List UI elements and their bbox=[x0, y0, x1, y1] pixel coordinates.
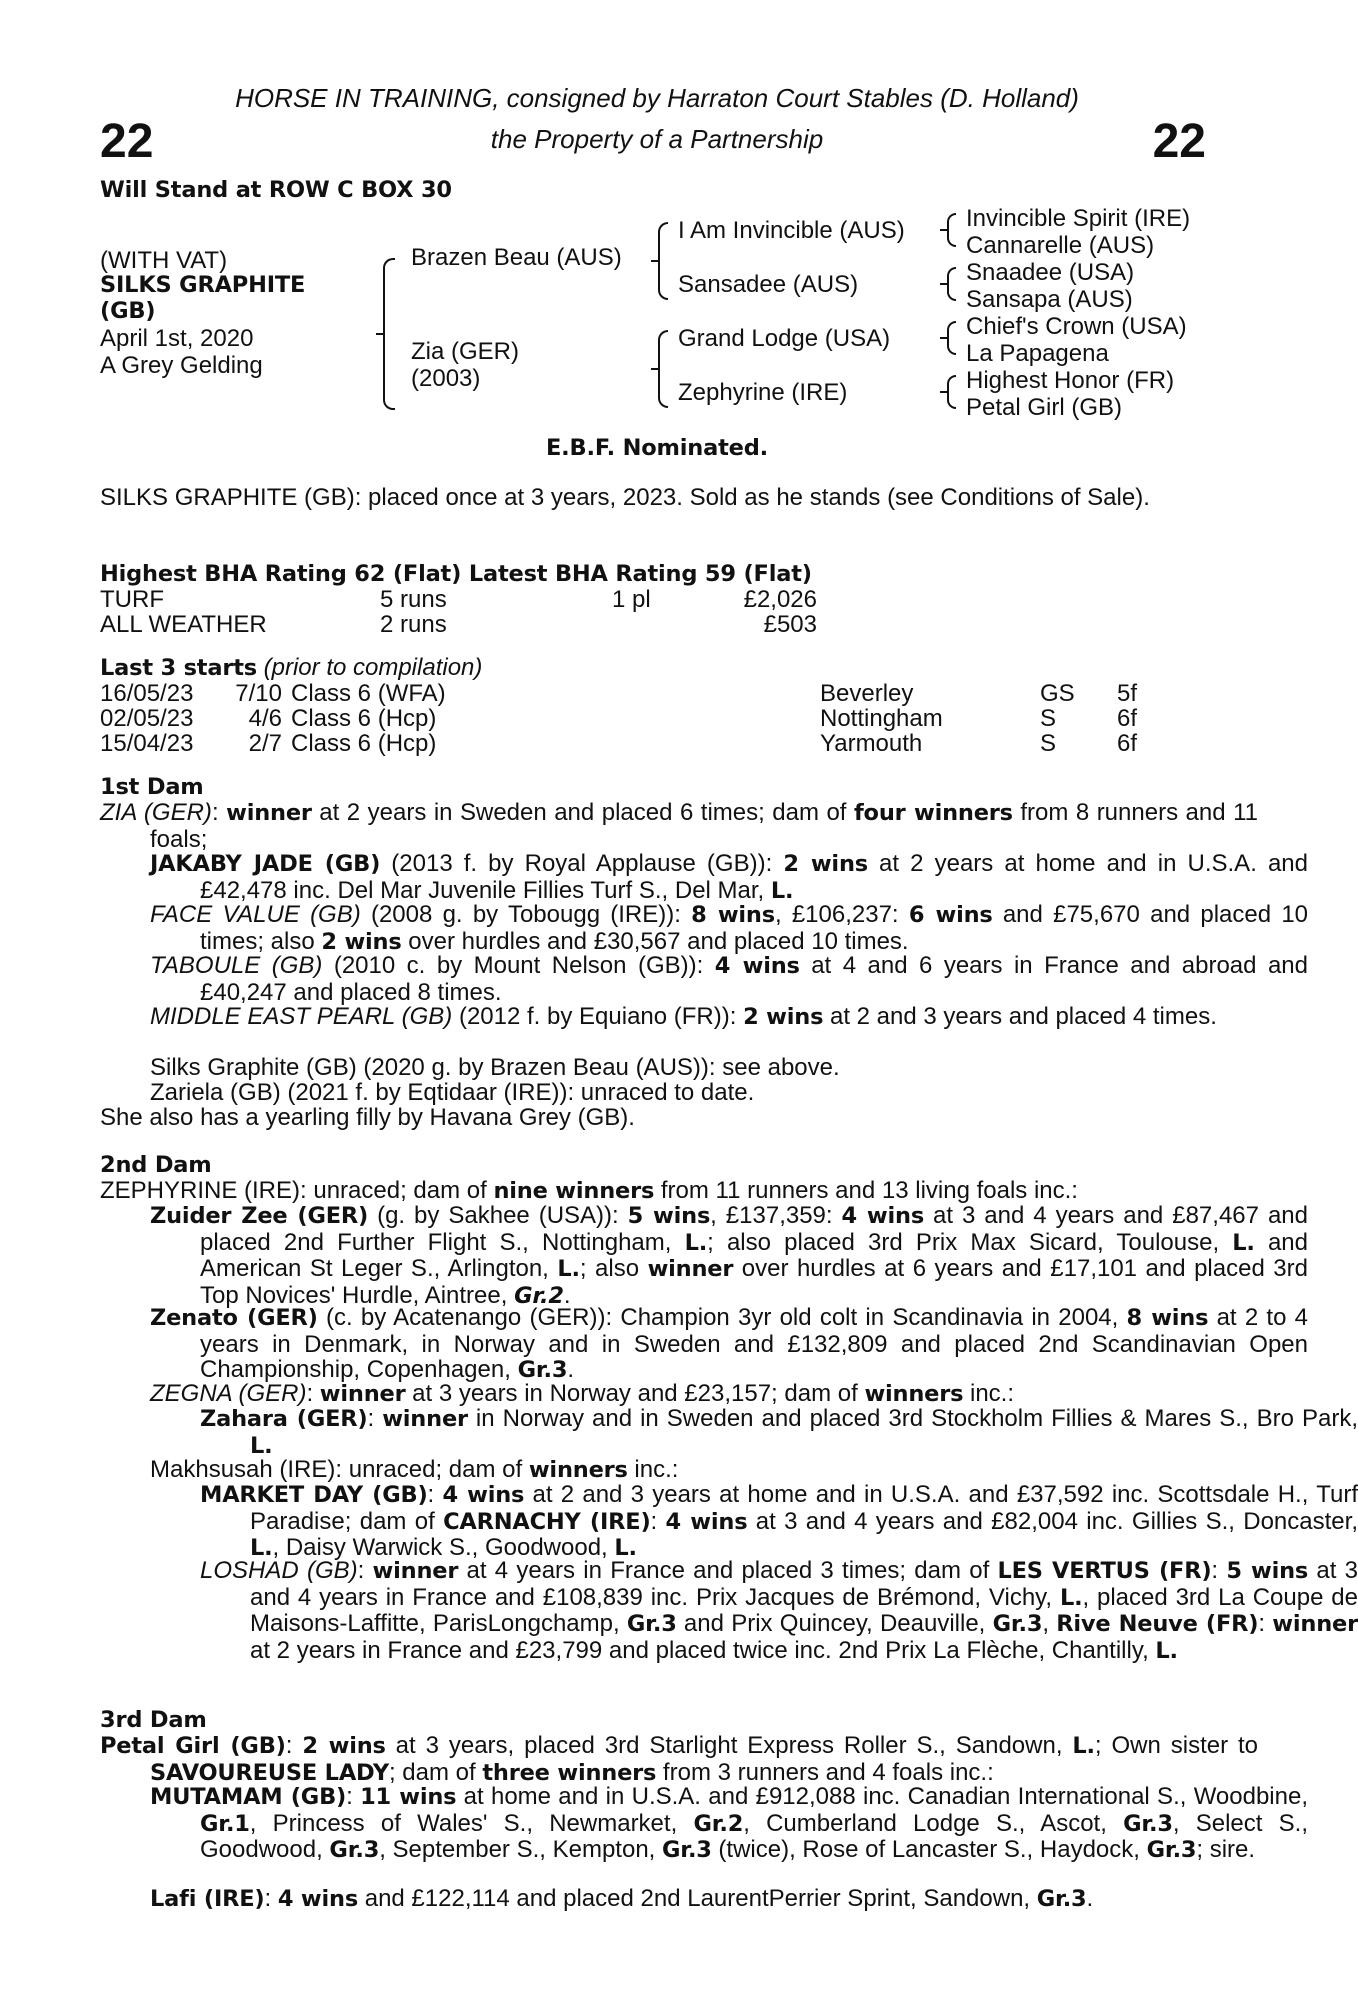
lot-number-left: 22 bbox=[100, 115, 154, 168]
pedigree-g3: Snaadee (USA) bbox=[966, 259, 1135, 286]
last-starts-heading bbox=[100, 655, 482, 682]
first-dam-heading: 1st Dam bbox=[100, 774, 204, 800]
bha-ratings: Highest BHA Rating 62 (Flat) Latest BHA Rating 59 (Flat) bbox=[100, 561, 812, 587]
third-dam-intro: Petal Girl (GB): 2 wins at 3 years, placed 3rd Starlight Express Roller S., Sandown, L.; Own sister to SAVOUREUSE LADY; dam of three winners from 3 runners and 4 foals inc.: bbox=[100, 1732, 1259, 1786]
pedigree-dam-dam: Zephyrine (IRE) bbox=[678, 379, 848, 406]
pedigree-g5: Chief's Crown (USA) bbox=[966, 313, 1187, 340]
pedigree-sire-dam: Sansadee (AUS) bbox=[678, 271, 859, 298]
pedigree-dam-year: (2003) bbox=[411, 365, 481, 392]
start-race: Class 6 (Hcp) bbox=[291, 730, 437, 757]
pedigree-dam-sire: Grand Lodge (USA) bbox=[678, 325, 891, 352]
horse-description: A Grey Gelding bbox=[100, 352, 263, 379]
progeny-mutamam: MUTAMAM (GB): 11 wins at home and in U.S.A. and £912,088 inc. Canadian International S., Woodbine, Gr.1, Princess of Wales' S., Newmarket, Gr.2, Cumberland Lodge S., Ascot, Gr.3, Select S., Goodwood, Gr.3, September S., Kempton, Gr.3 (twice), Rose of Lancaster S., Haydock, Gr.3; sire. bbox=[150, 1783, 1308, 1863]
start-course: Yarmouth bbox=[820, 730, 923, 757]
start-going: S bbox=[1040, 705, 1057, 732]
pedigree-brace-g1 bbox=[947, 213, 956, 247]
ebf-nominated: E.B.F. Nominated. bbox=[546, 435, 768, 461]
start-distance: 6f bbox=[1117, 730, 1138, 757]
progeny-loshad: LOSHAD (GB): winner at 4 years in France and placed 3 times; dam of LES VERTUS (FR): 5 wins at 3 and 4 years in France and £108,839 inc. Prix Jacques de Brémond, Vichy, L., placed 3rd La Coupe de Maisons-Laffitte, ParisLongchamp, Gr.3 and Prix Quincey, Deauville, Gr.3, Rive Neuve (FR): winner at 2 years in France and £23,799 and placed twice inc. 2nd Prix La Flèche, Chantilly, L. bbox=[200, 1557, 1358, 1664]
turf-earnings: £2,026 bbox=[743, 586, 817, 613]
pedigree-brace-sire bbox=[658, 222, 668, 300]
second-dam-intro: ZEPHYRINE (IRE): unraced; dam of nine winners from 11 runners and 13 living foals inc.: bbox=[100, 1177, 1078, 1204]
horse-name: SILKS GRAPHITE bbox=[100, 272, 306, 298]
start-course: Nottingham bbox=[820, 705, 943, 732]
turf-placed: 1 pl bbox=[612, 586, 651, 613]
progeny-taboule: TABOULE (GB) (2010 c. by Mount Nelson (GB)): 4 wins at 4 and 6 years in France and abroad and £40,247 and placed 8 times. bbox=[150, 952, 1309, 1006]
progeny-zenato: Zenato (GER) (c. by Acatenango (GER)): Champion 3yr old colt in Scandinavia in 2004, 8 wins at 2 to 4 years in Denmark, in Norway and in Sweden and £132,809 and placed 2nd Scandinavian Open Championship, Copenhagen, Gr.3. bbox=[150, 1304, 1309, 1383]
start-date: 15/04/23 bbox=[100, 730, 194, 757]
progeny-zuider-zee: Zuider Zee (GER) (g. by Sakhee (USA)): 5 wins, £137,359: 4 wins at 3 and 4 years and £87,467 and placed 2nd Further Flight S., Nottingham, L.; also placed 3rd Prix Max Sicard, Toulouse, L. and American St Leger S., Arlington, L.; also winner over hurdles at 6 years and £17,101 and placed 3rd Top Novices' Hurdle, Aintree, Gr.2. bbox=[150, 1202, 1308, 1309]
progeny-zegna: ZEGNA (GER): winner at 3 years in Norway and £23,157; dam of winners inc.: bbox=[150, 1380, 1015, 1407]
start-position: 7/10 bbox=[235, 680, 282, 707]
progeny-makhsusah: Makhsusah (IRE): unraced; dam of winners inc.: bbox=[150, 1456, 679, 1483]
surface-turf: TURF bbox=[100, 586, 164, 613]
pedigree-g7: Highest Honor (FR) bbox=[966, 367, 1175, 394]
start-position: 2/7 bbox=[248, 730, 282, 757]
surface-all-weather: ALL WEATHER bbox=[100, 611, 267, 638]
pedigree-dam-name: Zia (GER) bbox=[411, 338, 519, 365]
progeny-lafi: Lafi (IRE): 4 wins and £122,114 and placed 2nd LaurentPerrier Sprint, Sandown, Gr.3. bbox=[150, 1885, 1094, 1912]
start-race: Class 6 (Hcp) bbox=[291, 705, 437, 732]
progeny-silks-graphite: Silks Graphite (GB) (2020 g. by Brazen Beau (AUS)): see above. bbox=[150, 1054, 840, 1081]
yearling-note: She also has a yearling filly by Havana Grey (GB). bbox=[100, 1104, 635, 1131]
pedigree-brace-g3 bbox=[947, 321, 956, 355]
last-starts-title: Last 3 starts bbox=[100, 655, 257, 681]
start-distance: 5f bbox=[1117, 680, 1138, 707]
start-date: 16/05/23 bbox=[100, 680, 194, 707]
progeny-jakaby-jade: JAKABY JADE (GB) (2013 f. by Royal Applause (GB)): 2 wins at 2 years at home and in U.S.A. and £42,478 inc. Del Mar Juvenile Fillies Turf S., Del Mar, L. bbox=[150, 850, 1308, 904]
pedigree-sire-sire: I Am Invincible (AUS) bbox=[678, 217, 905, 244]
start-date: 02/05/23 bbox=[100, 705, 194, 732]
pedigree-g8: Petal Girl (GB) bbox=[966, 394, 1123, 421]
aw-earnings: £503 bbox=[763, 611, 817, 638]
foaling-date: April 1st, 2020 bbox=[100, 325, 254, 352]
start-course: Beverley bbox=[820, 680, 914, 707]
start-going: GS bbox=[1040, 680, 1075, 707]
pedigree-g1: Invincible Spirit (IRE) bbox=[966, 205, 1191, 232]
stand-location: Will Stand at ROW C BOX 30 bbox=[100, 177, 452, 203]
pedigree-g2: Cannarelle (AUS) bbox=[966, 232, 1155, 259]
progeny-zahara: Zahara (GER): winner in Norway and in Sweden and placed 3rd Stockholm Fillies & Mares S., Bro Park, L. bbox=[200, 1405, 1358, 1459]
start-going: S bbox=[1040, 730, 1057, 757]
second-dam-heading: 2nd Dam bbox=[100, 1152, 212, 1178]
vat-note: (WITH VAT) bbox=[100, 247, 228, 274]
horse-origin: (GB) bbox=[100, 298, 156, 324]
pedigree-brace-dam bbox=[658, 330, 668, 408]
property-line: the Property of a Partnership bbox=[490, 124, 824, 154]
start-distance: 6f bbox=[1117, 705, 1138, 732]
progeny-zariela: Zariela (GB) (2021 f. by Eqtidaar (IRE)): unraced to date. bbox=[150, 1079, 755, 1106]
pedigree-g6: La Papagena bbox=[966, 340, 1109, 367]
pedigree-g4: Sansapa (AUS) bbox=[966, 286, 1133, 313]
aw-runs: 2 runs bbox=[380, 611, 447, 638]
start-race: Class 6 (WFA) bbox=[291, 680, 446, 707]
consignor-line: HORSE IN TRAINING, consigned by Harraton Court Stables (D. Holland) bbox=[235, 83, 1079, 113]
lot-number-right: 22 bbox=[1152, 115, 1206, 168]
progeny-middle-east-pearl: MIDDLE EAST PEARL (GB) (2012 f. by Equiano (FR)): 2 wins at 2 and 3 years and placed 4 times. bbox=[150, 1003, 1217, 1030]
turf-runs: 5 runs bbox=[380, 586, 447, 613]
first-dam-intro: ZIA (GER): winner at 2 years in Sweden and placed 6 times; dam of four winners from 8 runners and 11 foals; bbox=[100, 799, 1259, 853]
pedigree-brace-main bbox=[383, 258, 395, 410]
start-position: 4/6 bbox=[248, 705, 282, 732]
horse-summary: SILKS GRAPHITE (GB): placed once at 3 years, 2023. Sold as he stands (see Conditions of Sale). bbox=[100, 484, 1150, 511]
last-starts-note: (prior to compilation) bbox=[263, 654, 483, 681]
progeny-face-value: FACE VALUE (GB) (2008 g. by Tobougg (IRE)): 8 wins, £106,237: 6 wins and £75,670 and placed 10 times; also 2 wins over hurdles and £30,567 and placed 10 times. bbox=[150, 901, 1309, 955]
pedigree-sire: Brazen Beau (AUS) bbox=[411, 244, 622, 271]
progeny-market-day: MARKET DAY (GB): 4 wins at 2 and 3 years at home and in U.S.A. and £37,592 inc. Scottsdale H., Turf Paradise; dam of CARNACHY (IRE): 4 wins at 3 and 4 years and £82,004 inc. Gillies S., Doncaster, L., Daisy Warwick S., Goodwood, L. bbox=[200, 1481, 1358, 1561]
third-dam-heading: 3rd Dam bbox=[100, 1707, 207, 1733]
pedigree-brace-g4 bbox=[947, 375, 956, 409]
pedigree-brace-g2 bbox=[947, 267, 956, 301]
